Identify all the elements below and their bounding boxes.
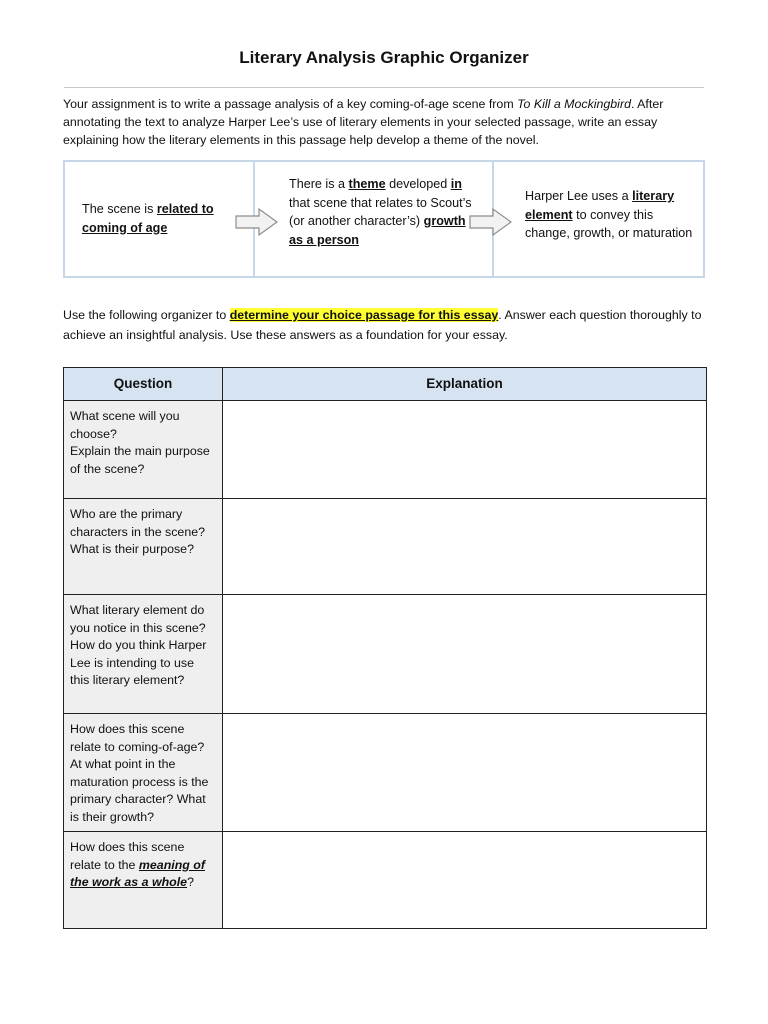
question-cell xyxy=(64,832,223,929)
assignment-intro xyxy=(63,95,708,149)
right-arrow-icon xyxy=(469,207,513,237)
flow-text: The scene is xyxy=(82,202,157,216)
intro-text-start: Your assignment is to write a passage analysis of a key coming-of-age scene from xyxy=(63,97,518,111)
table-row xyxy=(64,714,707,832)
flow-key-phrase: related to coming of age xyxy=(82,202,214,235)
flow-box-theme xyxy=(253,162,491,276)
header-explanation: Explanation xyxy=(223,368,707,401)
flow-key-phrase: literary element xyxy=(525,189,675,222)
flow-key-phrase: in xyxy=(450,177,462,191)
flow-text: Harper Lee uses a xyxy=(525,189,633,203)
question-text: ? xyxy=(187,875,194,889)
header-question: Question xyxy=(64,368,223,401)
book-title: To Kill a Mockingbird xyxy=(517,97,631,111)
explanation-cell[interactable] xyxy=(223,499,707,595)
flow-box-literary-element xyxy=(492,162,703,276)
explanation-cell[interactable] xyxy=(223,595,707,714)
table-row xyxy=(64,499,707,595)
right-arrow-icon xyxy=(235,207,279,237)
flow-text: developed xyxy=(385,177,451,191)
question-cell: What literary element do you notice in this scene? How do you think Harper Lee is intending to use this literary element? xyxy=(64,595,223,714)
organizer-table xyxy=(63,367,707,929)
highlighted-instruction: determine your choice passage for this essay xyxy=(229,308,499,322)
instructions xyxy=(63,305,708,345)
table-row xyxy=(64,401,707,499)
instr-text-start: Use the following organizer to xyxy=(63,308,230,322)
flow-text: There is a xyxy=(289,177,349,191)
intro-text-end: . After annotating the text to analyze Harper Lee’s use of literary elements in your selected passage, write an essay explaining how the literary elements in this passage help develop a theme of the novel. xyxy=(63,97,664,147)
flow-key-phrase: growth as a person xyxy=(289,214,466,247)
explanation-cell[interactable] xyxy=(223,832,707,929)
question-cell: Who are the primary characters in the scene? What is their purpose? xyxy=(64,499,223,595)
emphasized-phrase: meaning of the work as a whole xyxy=(70,857,205,889)
page-title: Literary Analysis Graphic Organizer xyxy=(239,48,529,67)
table-row xyxy=(64,595,707,714)
flow-text: that scene that relates to Scout’s (or another character’s) xyxy=(289,195,472,228)
title-divider xyxy=(64,87,704,88)
concept-flow-diagram xyxy=(63,160,705,278)
question-cell: How does this scene relate to coming-of-age? At what point in the maturation process is the primary character? What is their growth? xyxy=(64,714,223,832)
flow-text: to convey this change, growth, or maturation xyxy=(525,207,693,240)
instr-text-end: . Answer each question thoroughly to achieve an insightful analysis. Use these answers as a foundation for your essay. xyxy=(63,308,702,342)
flow-box-scene xyxy=(65,162,252,276)
question-cell: What scene will you choose? Explain the main purpose of the scene? xyxy=(64,401,223,499)
question-text: How does this scene relate to the xyxy=(70,840,185,872)
explanation-cell[interactable] xyxy=(223,714,707,832)
flow-key-phrase: theme xyxy=(348,177,386,191)
table-header-row xyxy=(64,368,707,401)
table-row xyxy=(64,832,707,929)
explanation-cell[interactable] xyxy=(223,401,707,499)
